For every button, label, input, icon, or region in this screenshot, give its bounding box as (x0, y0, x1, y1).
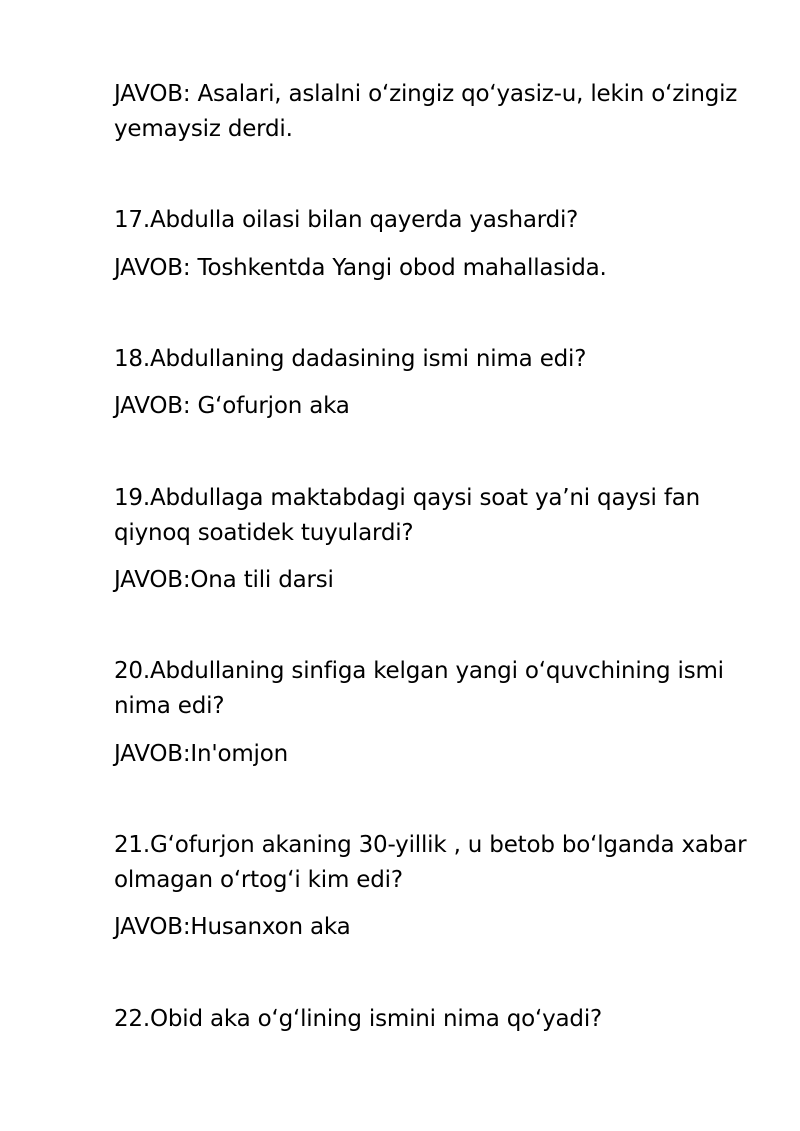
answer-20: JAVOB:In'omjon (114, 741, 289, 767)
answer-16-line-2: yemaysiz derdi. (114, 116, 293, 142)
question-22: 22.Obid aka oʻgʻlining ismini nima qoʻyadi? (114, 1006, 603, 1032)
question-19-line-1: 19.Abdullaga maktabdagi qaysi soat ya’ni qaysi fan (114, 485, 701, 511)
question-20-line-1: 20.Abdullaning sinfiga kelgan yangi oʻquvchining ismi (114, 658, 724, 684)
answer-17: JAVOB: Toshkentda Yangi obod mahallasida. (114, 255, 607, 281)
answer-21: JAVOB:Husanxon aka (114, 914, 351, 940)
question-21-line-1: 21.Gʻofurjon akaning 30-yillik , u betob boʻlganda xabar (114, 832, 747, 858)
question-20-line-2: nima edi? (114, 693, 225, 719)
question-21-line-2: olmagan oʻrtogʻi kim edi? (114, 867, 403, 893)
answer-16-line-1: JAVOB: Asalari, aslalni oʻzingiz qoʻyasiz-u, lekin oʻzingiz (114, 81, 738, 107)
question-18: 18.Abdullaning dadasining ismi nima edi? (114, 346, 587, 372)
answer-19: JAVOB:Ona tili darsi (114, 567, 334, 593)
answer-18: JAVOB: Gʻofurjon aka (114, 393, 350, 419)
question-17: 17.Abdulla oilasi bilan qayerda yashardi? (114, 207, 579, 233)
question-19-line-2: qiynoq soatidek tuyulardi? (114, 520, 414, 546)
